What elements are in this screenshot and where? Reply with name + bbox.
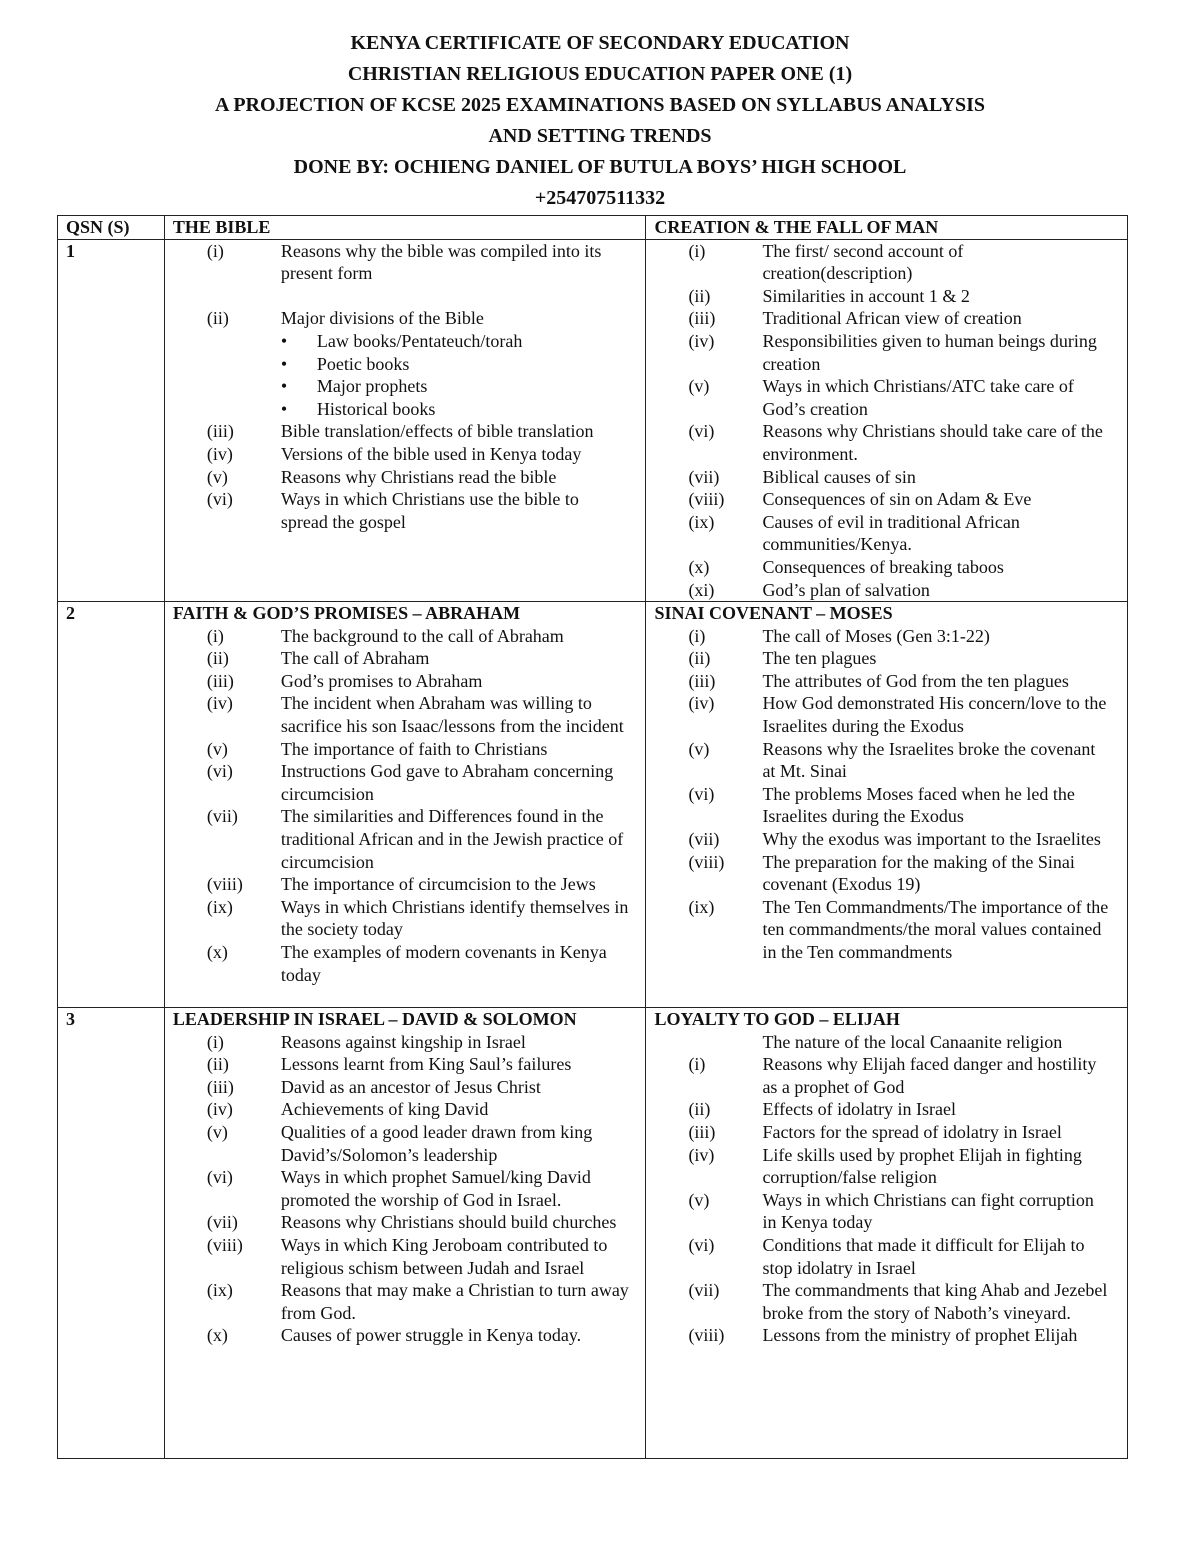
question-number: 1: [58, 239, 165, 602]
item-number: (vi): [206, 761, 233, 782]
list-item: [173, 670, 646, 693]
item-text: [281, 896, 629, 941]
item-text-content: The first/ second account of creation(description): [762, 240, 964, 284]
list-item: [654, 1098, 1127, 1121]
title-line: KENYA CERTIFICATE OF SECONDARY EDUCATION: [350, 32, 850, 54]
item-text: [762, 738, 1110, 783]
item-text: [762, 579, 1110, 602]
topic-heading: LOYALTY TO GOD – ELIJAH: [654, 1009, 900, 1030]
item-text-content: The ten plagues: [762, 648, 877, 669]
item-number: (v): [688, 1189, 710, 1210]
item-text-content: How God demonstrated His concern/love to the Israelites during the Exodus: [762, 693, 1107, 737]
topic-cell: [164, 239, 646, 602]
item-text-content: Reasons why Elijah faced danger and hostility as a prophet of God: [762, 1054, 1097, 1097]
item-number: (ix): [206, 896, 233, 917]
item-text: [281, 647, 629, 670]
item-text-content: Responsibilities given to human beings during creation: [762, 330, 1097, 374]
list-item: [654, 240, 1127, 285]
item-text: [762, 1144, 1110, 1189]
bullet-item: [281, 330, 629, 353]
item-text-content: Achievements of king David: [280, 1099, 489, 1120]
bullet-item: [281, 375, 629, 398]
item-number: (v): [206, 1122, 228, 1143]
syllabus-table: [57, 215, 1128, 1459]
item-text: [762, 1279, 1110, 1324]
item-text: [281, 443, 629, 466]
bullet-text: Major prophets: [316, 376, 428, 397]
question-number: 3: [58, 1008, 165, 1459]
list-item: [654, 1279, 1127, 1324]
item-text: [762, 625, 1110, 648]
item-text: [281, 1166, 629, 1211]
item-text: [281, 240, 629, 285]
item-number: (vii): [688, 1280, 720, 1301]
table-row: [58, 602, 1128, 1008]
item-text: [762, 896, 1110, 964]
list-item: [654, 579, 1127, 602]
list-item: [173, 1031, 646, 1054]
list-item: [173, 1324, 646, 1347]
item-number: (iii): [688, 308, 716, 329]
item-number: [654, 1031, 762, 1054]
item-text-content: The commandments that king Ahab and Jezebel broke from the story of Naboth’s vineyard.: [762, 1280, 1108, 1323]
topic-heading: FAITH & GOD’S PROMISES – ABRAHAM: [172, 603, 521, 624]
item-text-content: The preparation for the making of the Sinai covenant (Exodus 19): [762, 851, 1075, 895]
item-text: [762, 647, 1110, 670]
item-text-content: Causes of evil in traditional African communities/Kenya.: [762, 511, 1020, 555]
item-number: (i): [206, 625, 224, 646]
item-number: (ix): [206, 1280, 233, 1301]
item-text: [762, 330, 1110, 375]
item-text: [281, 307, 629, 420]
item-number: (ii): [206, 1054, 229, 1075]
item-number: (vii): [688, 829, 720, 850]
item-text-content: The examples of modern covenants in Kenya today: [280, 942, 607, 985]
list-item: [654, 375, 1127, 420]
item-number: (vi): [206, 1167, 233, 1188]
topic-cell: [646, 602, 1128, 1008]
item-text: [762, 420, 1110, 465]
item-number: (i): [688, 1054, 706, 1075]
item-text: [762, 670, 1110, 693]
title-line: A PROJECTION OF KCSE 2025 EXAMINATIONS BASED ON SYLLABUS ANALYSIS: [215, 94, 985, 116]
item-number: (viii): [206, 1235, 243, 1256]
item-text-content: The call of Abraham: [280, 648, 430, 669]
list-item: [654, 1144, 1127, 1189]
list-item: [654, 488, 1127, 511]
item-text: [281, 1234, 629, 1279]
bullet-icon: •: [280, 398, 288, 419]
item-text: [281, 1076, 629, 1099]
bullet-item: [281, 353, 629, 376]
bullet-text: Historical books: [316, 398, 436, 419]
item-text-content: The incident when Abraham was willing to sacrifice his son Isaac/lessons from the incident: [280, 693, 624, 737]
item-text-content: Reasons why Christians read the bible: [280, 466, 557, 487]
item-number: (ii): [688, 285, 711, 306]
item-text-content: Reasons why the bible was compiled into its present form: [280, 240, 602, 284]
list-item: [654, 1053, 1127, 1098]
list-item: [173, 1234, 646, 1279]
list-item: [173, 1121, 646, 1166]
item-number: (iii): [206, 421, 234, 442]
item-text-content: Bible translation/effects of bible translation: [280, 421, 594, 442]
list-item: [654, 285, 1127, 308]
topic-cell: [164, 1008, 646, 1459]
bullet-icon: •: [280, 376, 288, 397]
item-text: [281, 420, 629, 443]
topic-cell: [164, 602, 646, 1008]
list-item: [173, 692, 646, 737]
item-text: [281, 1279, 629, 1324]
item-text: [762, 1031, 1110, 1054]
list-item: [654, 1189, 1127, 1234]
list-item: [173, 941, 646, 986]
item-text: [762, 488, 1110, 511]
item-number: (v): [688, 738, 710, 759]
item-text: [281, 1211, 629, 1234]
item-text: [762, 375, 1110, 420]
item-number: (vii): [688, 466, 720, 487]
item-number: (iii): [688, 1122, 716, 1143]
item-number: (iv): [206, 443, 233, 464]
item-number: (i): [688, 625, 706, 646]
topic-heading: LEADERSHIP IN ISRAEL – DAVID & SOLOMON: [172, 1009, 577, 1030]
item-text-content: Why the exodus was important to the Israelites: [762, 829, 1101, 850]
list-item: [654, 307, 1127, 330]
item-text: [762, 851, 1110, 896]
item-text: [762, 285, 1110, 308]
item-text-content: Traditional African view of creation: [762, 308, 1022, 329]
title-line: CHRISTIAN RELIGIOUS EDUCATION PAPER ONE (1): [347, 63, 853, 85]
item-number: (x): [206, 1325, 228, 1346]
list-item: [654, 647, 1127, 670]
item-text-content: The background to the call of Abraham: [280, 625, 564, 646]
item-text-content: The similarities and Differences found in the traditional African and in the Jewish practice of circumcision: [280, 806, 624, 872]
list-item: [173, 420, 646, 443]
item-text: [762, 1189, 1110, 1234]
item-text-content: Ways in which King Jeroboam contributed to religious schism between Judah and Israel: [280, 1235, 608, 1278]
list-item: [654, 330, 1127, 375]
item-number: (v): [206, 466, 228, 487]
item-text: [762, 511, 1110, 556]
list-item: [654, 420, 1127, 465]
topic-cell: [646, 239, 1128, 602]
item-text-content: The importance of circumcision to the Jews: [280, 874, 596, 895]
item-number: (viii): [688, 489, 725, 510]
item-text: [762, 783, 1110, 828]
item-text-content: The nature of the local Canaanite religion: [762, 1031, 1063, 1052]
item-text-content: Causes of power struggle in Kenya today.: [280, 1325, 582, 1346]
item-text-content: The Ten Commandments/The importance of the ten commandments/the moral values contained in the Ten commandments: [762, 896, 1109, 962]
item-text: [762, 556, 1110, 579]
item-text: [281, 873, 629, 896]
item-text-content: The call of Moses (Gen 3:1-22): [762, 625, 990, 646]
item-text-content: God’s promises to Abraham: [280, 670, 483, 691]
author-line: DONE BY: OCHIENG DANIEL OF BUTULA BOYS’ HIGH SCHOOL: [293, 156, 907, 178]
list-item: [654, 1121, 1127, 1144]
item-text-content: Reasons why Christians should build churches: [280, 1212, 617, 1233]
list-item: [173, 1279, 646, 1324]
list-item: [173, 307, 646, 420]
item-number: (iv): [206, 693, 233, 714]
item-number: (i): [206, 240, 224, 261]
item-number: (vii): [206, 806, 238, 827]
item-text: [762, 828, 1110, 851]
item-number: (iii): [206, 1076, 234, 1097]
item-number: (vii): [206, 1212, 238, 1233]
list-item: [173, 1076, 646, 1099]
item-number: (i): [688, 240, 706, 261]
list-item: [173, 443, 646, 466]
list-item: [654, 783, 1127, 828]
list-item: [654, 670, 1127, 693]
list-item: [654, 556, 1127, 579]
list-item: [173, 760, 646, 805]
list-item: [173, 1053, 646, 1076]
bullet-item: [281, 398, 629, 421]
table-header-row: [58, 216, 1128, 240]
item-number: (viii): [206, 874, 243, 895]
item-text: [762, 1098, 1110, 1121]
item-number: (xi): [688, 579, 715, 600]
list-item: [173, 488, 646, 533]
item-text-content: Versions of the bible used in Kenya today: [280, 443, 582, 464]
bullet-icon: •: [280, 353, 288, 374]
list-item: [173, 805, 646, 873]
topic-cell: [646, 1008, 1128, 1459]
item-number: (ix): [688, 511, 715, 532]
list-item: [654, 828, 1127, 851]
list-item: [654, 692, 1127, 737]
item-text: [762, 1053, 1110, 1098]
item-text: [281, 1121, 629, 1166]
topic-heading: SINAI COVENANT – MOSES: [654, 603, 893, 624]
item-text-content: Similarities in account 1 & 2: [762, 285, 970, 306]
list-item: [173, 738, 646, 761]
list-item: [173, 647, 646, 670]
table-row: [58, 239, 1128, 602]
item-number: (ii): [206, 648, 229, 669]
list-item: [654, 1324, 1127, 1347]
item-text-content: Reasons why Christians should take care of the environment.: [762, 421, 1103, 464]
item-number: (vi): [206, 489, 233, 510]
item-number: (iv): [688, 1144, 715, 1165]
item-number: (ii): [206, 308, 229, 329]
item-text: [281, 1031, 629, 1054]
list-item: [173, 873, 646, 896]
item-text: [281, 738, 629, 761]
title-line: AND SETTING TRENDS: [488, 125, 712, 147]
list-item: [654, 1234, 1127, 1279]
item-text-content: Reasons that may make a Christian to turn away from God.: [280, 1280, 629, 1323]
item-number: (iii): [206, 670, 234, 691]
item-number: (iv): [206, 1099, 233, 1120]
item-number: (x): [688, 556, 710, 577]
item-text-content: Ways in which Christians can fight corruption in Kenya today: [762, 1189, 1094, 1233]
list-item: [654, 896, 1127, 964]
item-text: [281, 625, 629, 648]
item-text-content: Major divisions of the Bible: [280, 308, 484, 329]
item-text-content: Lessons from the ministry of prophet Elijah: [762, 1325, 1078, 1346]
list-item: [173, 466, 646, 489]
list-item: [654, 738, 1127, 783]
question-number: 2: [58, 602, 165, 1008]
item-text: [281, 805, 629, 873]
item-text-content: Reasons why the Israelites broke the covenant at Mt. Sinai: [762, 738, 1096, 782]
list-item: [173, 896, 646, 941]
item-number: (ii): [688, 648, 711, 669]
item-text: [281, 488, 629, 533]
header-col2: CREATION & THE FALL OF MAN: [646, 216, 1128, 240]
item-text: [281, 670, 629, 693]
item-text-content: Ways in which Christians use the bible to spread the gospel: [280, 489, 579, 532]
item-number: (iv): [688, 693, 715, 714]
list-item: [173, 1166, 646, 1211]
item-text: [762, 692, 1110, 737]
list-item: [654, 625, 1127, 648]
item-number: (ix): [688, 896, 715, 917]
list-item: [173, 1211, 646, 1234]
item-text-content: David as an ancestor of Jesus Christ: [280, 1076, 541, 1097]
item-number: (vi): [688, 1235, 715, 1256]
item-text-content: Factors for the spread of idolatry in Israel: [762, 1122, 1062, 1143]
item-text: [281, 1098, 629, 1121]
item-text: [281, 941, 629, 986]
list-item: [654, 851, 1127, 896]
item-number: (vi): [688, 421, 715, 442]
item-number: (viii): [688, 1325, 725, 1346]
item-text: [762, 466, 1110, 489]
item-text: [762, 1234, 1110, 1279]
item-text-content: Consequences of sin on Adam & Eve: [762, 489, 1032, 510]
document-title-block: [0, 28, 1200, 214]
item-text-content: Reasons against kingship in Israel: [280, 1031, 526, 1052]
item-text-content: Ways in which Christians/ATC take care of God’s creation: [762, 376, 1074, 419]
bullet-text: Law books/Pentateuch/torah: [316, 330, 523, 351]
item-number: (v): [206, 738, 228, 759]
item-number: (iii): [688, 670, 716, 691]
item-text-content: Life skills used by prophet Elijah in fighting corruption/false religion: [762, 1144, 1082, 1188]
item-text-content: The importance of faith to Christians: [280, 738, 548, 759]
item-text: [762, 307, 1110, 330]
header-qsn: QSN (S): [58, 216, 165, 240]
item-number: (viii): [688, 851, 725, 872]
item-text-content: The attributes of God from the ten plagues: [762, 670, 1069, 691]
item-number: (x): [206, 942, 228, 962]
item-text-content: Conditions that made it difficult for Elijah to stop idolatry in Israel: [762, 1235, 1085, 1278]
phone-line: +254707511332: [534, 187, 666, 209]
item-text-content: Effects of idolatry in Israel: [762, 1099, 957, 1120]
item-text: [281, 1053, 629, 1076]
header-col1: THE BIBLE: [164, 216, 646, 240]
item-number: (v): [688, 376, 710, 397]
list-item: [654, 511, 1127, 556]
item-text-content: Ways in which Christians identify themselves in the society today: [280, 896, 629, 940]
item-text-content: Lessons learnt from King Saul’s failures: [280, 1054, 572, 1075]
item-text: [281, 692, 629, 737]
item-text: [762, 240, 1110, 285]
item-text: [281, 760, 629, 805]
item-text-content: The problems Moses faced when he led the Israelites during the Exodus: [762, 783, 1075, 827]
item-text-content: Consequences of breaking taboos: [762, 556, 1004, 577]
list-item: [654, 466, 1127, 489]
item-text-content: God’s plan of salvation: [762, 579, 930, 600]
item-text-content: Instructions God gave to Abraham concerning circumcision: [280, 761, 614, 804]
list-item: [173, 625, 646, 648]
item-text: [762, 1324, 1110, 1347]
item-text-content: Biblical causes of sin: [762, 466, 916, 487]
bullet-icon: •: [280, 330, 288, 351]
item-number: (ii): [688, 1099, 711, 1120]
table-row: [58, 1008, 1128, 1459]
item-text: [281, 466, 629, 489]
item-text: [762, 1121, 1110, 1144]
list-item: [654, 1031, 1127, 1054]
item-number: (iv): [688, 330, 715, 351]
item-text: [281, 1324, 629, 1347]
list-item: [173, 240, 646, 285]
item-text-content: Ways in which prophet Samuel/king David promoted the worship of God in Israel.: [280, 1167, 591, 1210]
item-number: (vi): [688, 783, 715, 804]
bullet-text: Poetic books: [316, 353, 410, 374]
item-text-content: Qualities of a good leader drawn from king David’s/Solomon’s leadership: [280, 1122, 593, 1165]
item-number: (i): [206, 1031, 224, 1052]
list-item: [173, 1098, 646, 1121]
